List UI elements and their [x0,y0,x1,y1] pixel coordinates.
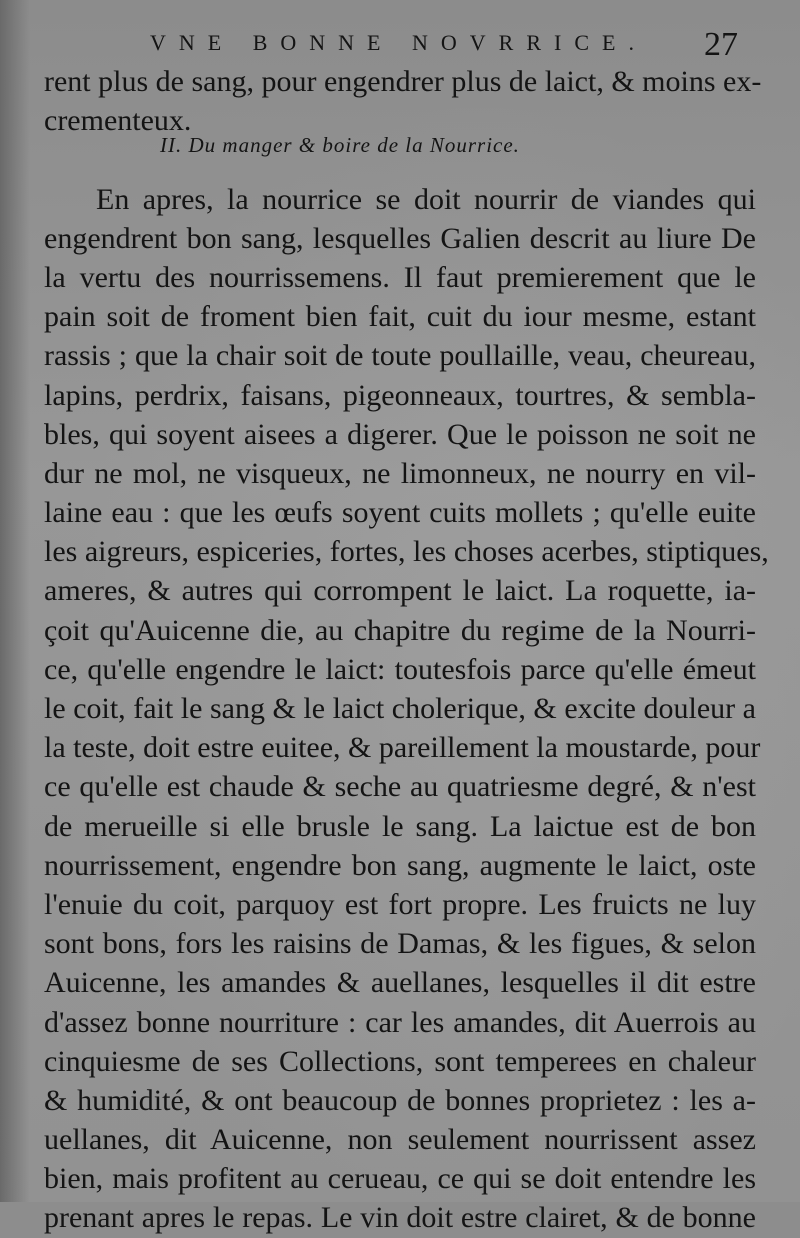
text-line: la vertu des nourrissemens. Il faut premierement que le [44,260,756,294]
page-number: 27 [704,26,738,63]
text-line: sont bons, fors les raisins de Damas, & les figues, & selon [44,927,756,961]
text-line: rassis ; que la chair soit de toute poullaille, veau, cheureau, [44,339,756,373]
running-head: VNE BONNE NOVRRICE. [150,30,647,55]
text-line: cinquiesme de ses Collections, sont temperees en chaleur [44,1044,756,1078]
text-line: bien, mais profitent au cerueau, ce qui se doit entendre les [44,1162,756,1196]
text-line: rent plus de sang, pour engendrer plus de laict, & moins ex- [44,65,762,98]
section-heading: II. Du manger & boire de la Nourrice. [160,133,520,157]
text-line: lapins, perdrix, faisans, pigeonneaux, tourtres, & sembla- [44,378,756,412]
text-line: Auicenne, les amandes & auellanes, lesquelles il dit estre [44,966,756,1000]
text-line: pain soit de froment bien fait, cuit du iour mesme, estant [44,300,756,334]
text-line: En apres, la nourrice se doit nourrir de viandes qui [96,182,756,216]
text-line: l'enuie du coit, parquoy est fort propre. Les fruicts ne luy [44,887,756,921]
text-line: prenant apres le repas. Le vin doit estre clairet, & de bonne [44,1201,756,1235]
text-line: ameres, & autres qui corrompent le laict. La roquette, ia- [44,574,756,608]
text-line: les aigreurs, espiceries, fortes, les choses acerbes, stiptiques, [44,535,769,569]
text-line: ce qu'elle est chaude & seche au quatriesme degré, & n'est [44,770,756,804]
text-line: dur ne mol, ne visqueux, ne limonneux, ne nourry en vil- [44,456,756,490]
text-line: ce, qu'elle engendre le laict: toutesfois parce qu'elle émeut [44,652,756,686]
text-line: crementeux. [44,104,192,138]
text-line: çoit qu'Auicenne die, au chapitre du regime de la Nourri- [44,613,756,647]
section-heading-gap [44,140,756,179]
text-line: d'assez bonne nourriture : car les amandes, dit Auerrois au [44,1005,756,1039]
text-line: nourrissement, engendre bon sang, augmente le laict, oste [44,848,756,882]
text-line: & humidité, & ont beaucoup de bonnes proprietez : les a- [44,1083,756,1117]
text-line: de merueille si elle brusle le sang. La laictue est de bon [44,809,756,843]
binding-shadow [0,0,30,1202]
text-line: la teste, doit estre euitee, & pareillement la moustarde, pour [44,731,761,765]
body-text [44,62,769,1238]
text-line: engendrent bon sang, lesquelles Galien descrit au liure De [44,221,756,255]
text-line: uellanes, dit Auicenne, non seulement nourrissent assez [44,1123,756,1157]
text-line: bles, qui soyent aisees a digerer. Que le poisson ne soit ne [44,417,756,451]
text-line: laine eau : que les œufs soyent cuits mollets ; qu'elle euite [44,496,756,530]
text-line: le coit, fait le sang & le laict cholerique, & excite douleur a [44,692,756,725]
